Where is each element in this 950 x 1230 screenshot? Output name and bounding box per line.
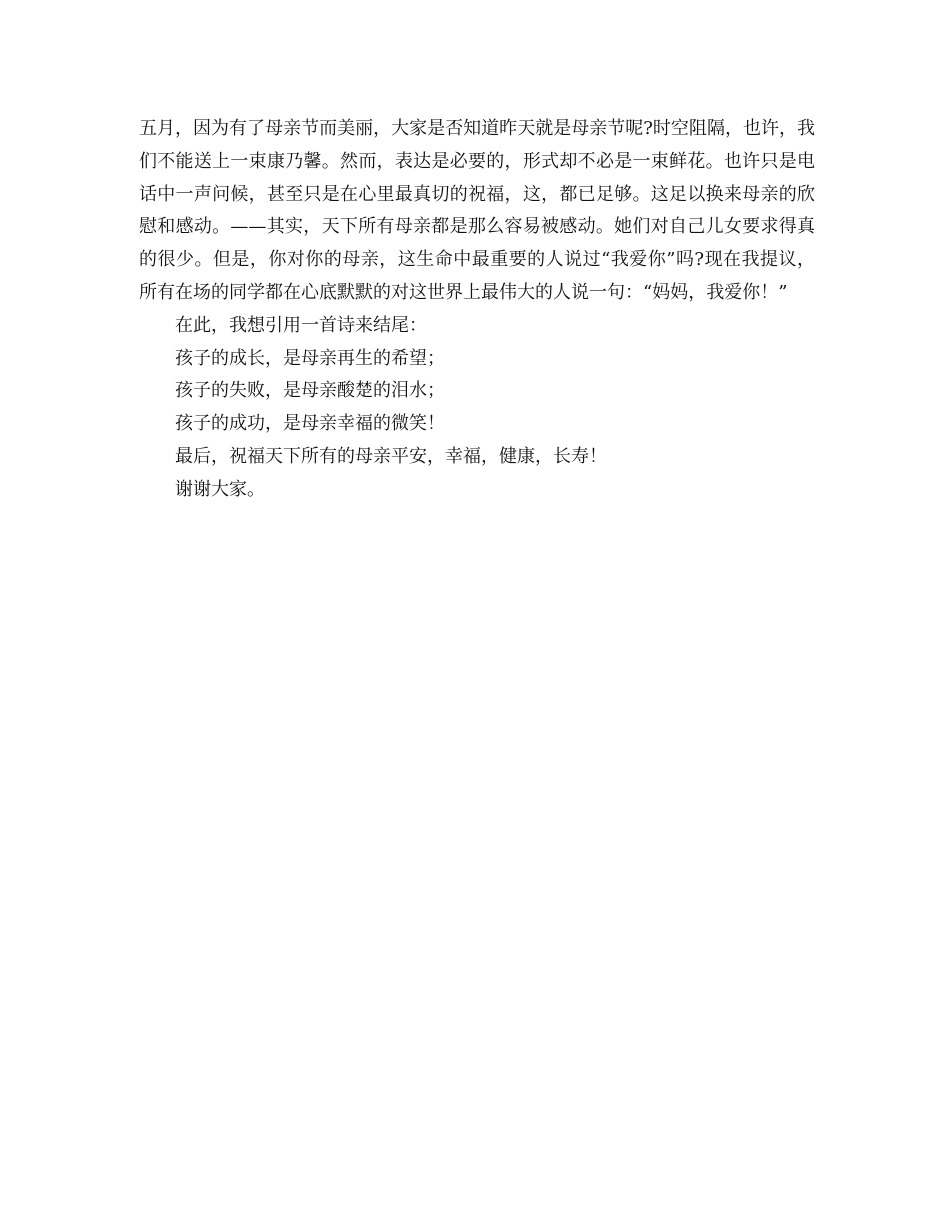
poem-intro-line: 在此，我想引用一首诗来结尾： [175,314,427,336]
poem-line-2: 孩子的失败，是母亲酸楚的泪水； [175,380,445,402]
poem-line-1: 孩子的成长，是母亲再生的希望； [175,347,445,369]
closing-line: 谢谢大家。 [175,478,265,500]
main-paragraph: 五月，因为有了母亲节而美丽，大家是否知道昨天就是母亲节呢?时空阻隔，也许，我们不能送上一束康乃馨。然而，表达是必要的，形式却不必是一束鲜花。也许只是电话中一声问候，甚至只是在心里最真切的祝福，这，都已足够。这足以换来母亲的欣慰和感动。——其实，天下所有母亲都是那么容易被感动。她们对自己儿女要求得真的很少。但是，你对你的母亲，这生命中最重要的人说过“我爱你”吗?现在我提议，所有在场的同学都在心底默默的对这世界上最伟大的人说一句：“妈妈，我爱你！” [139,118,815,303]
poem-line-3: 孩子的成功，是母亲幸福的微笑！ [175,413,445,435]
blessing-line: 最后，祝福天下所有的母亲平安，幸福，健康，长寿！ [175,445,607,467]
document-body [139,113,815,507]
